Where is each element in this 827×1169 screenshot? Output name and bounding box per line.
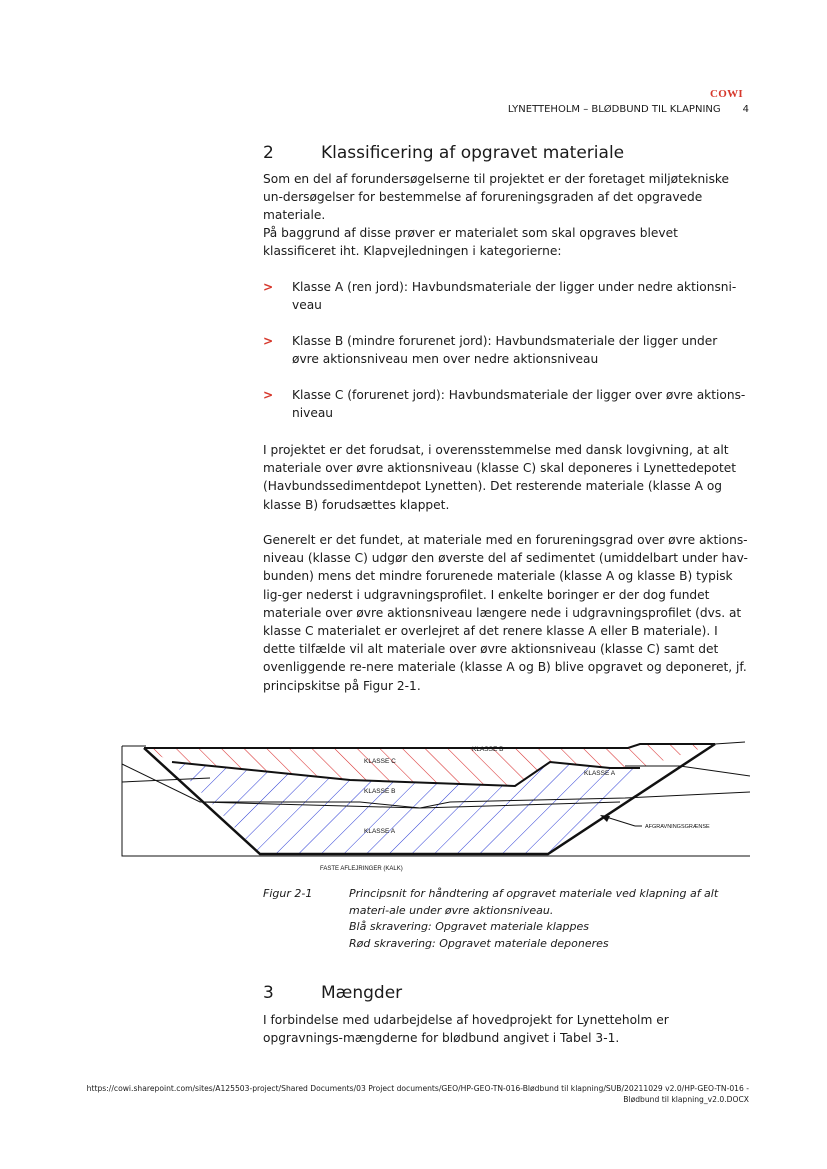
page-footer [60,1083,749,1105]
figure-2-1-cross-section [120,738,750,878]
paragraph-text: Som en del af forundersøgelserne til projektet er der foretaget miljøtekniske un-dersøgelser for bestemmelse af forureningsgraden af det opgravede materiale. [263,172,730,223]
paragraph-text: Generelt er det fundet, at materiale med en forureningsgrad over øvre aktions-niveau (klasse C) udgør den øverste del af sedimentet (umiddelbart under hav-bunden) mens det mindre forurenede materiale (klasse A og klasse B) typisk lig-ger nederst i udgravningsprofilet. I enkelte boringer er der dog fundet materiale over øvre aktionsniveau længere nede i udgravningsprofilet (dvs. at klasse C materialet er overlejret af det renere klasse A eller B materiale). I dette tilfælde vil alt materiale over øvre aktionsniveau (klasse C) samt det ovenliggende re-nere materiale (klasse A og B) blive opgravet og deponeret, jf. principskitse på Figur 2-1. [263,533,748,693]
caption-line: Principsnit for håndtering af opgravet materiale ved klapning af alt materi-ale under øvre aktionsniveau. [349,887,719,917]
section-2 [263,143,748,163]
caption-text [349,886,748,952]
label-klasse-a-bottom: KLASSE A [364,828,396,835]
section-title: Mængder [321,983,403,1003]
document-title: LYNETTEHOLM – BLØDBUND TIL KLAPNING [507,104,721,115]
section-number: 3 [263,983,274,1003]
chevron-right-icon: > [263,334,274,348]
section-3 [263,983,748,1003]
company-logo: COWI [710,88,743,100]
label-klasse-b-top: KLASSE B [472,746,504,753]
label-klasse-b-mid: KLASSE B [364,788,396,795]
chevron-right-icon: > [263,280,274,294]
label-klasse-a-right: KLASSE A [584,770,616,777]
cross-section-diagram [120,738,750,878]
label-faste-aflejringer: FASTE AFLEJRINGER (KALK) [320,866,403,872]
paragraph [263,170,748,225]
paragraph-text: I forbindelse med udarbejdelse af hovedprojekt for Lynetteholm er opgravnings-mængderne for blødbund angivet i Tabel 3-1. [263,1013,669,1046]
label-afgravningsgraense: AFGRAVNINGSGRÆNSE [645,824,710,830]
bullet-item [263,386,748,422]
paragraph-text: På baggrund af disse prøver er materialet som skal opgraves blevet klassificeret iht. Klapvejledningen i kategorierne: [263,226,678,259]
bullet-text: Klasse C (forurenet jord): Havbundsmateriale der ligger over øvre aktions-niveau [292,388,746,421]
bullet-text: Klasse B (mindre forurenet jord): Havbundsmateriale der ligger under øvre aktionsniveau men over nedre aktionsniveau [292,334,718,367]
paragraph [263,531,748,695]
caption-label: Figur 2-1 [263,887,313,900]
chevron-right-icon: > [263,388,274,402]
footer-filename: Blødbund til klapning_v2.0.DOCX [623,1095,749,1104]
figure-caption [263,886,748,952]
page-number: 4 [742,104,749,115]
paragraph [263,224,748,260]
caption-line: Rød skravering: Opgravet materiale deponeres [349,936,609,950]
paragraph [263,1011,748,1047]
paragraph [263,441,748,514]
footer-path-line: https://cowi.sharepoint.com/sites/A125503-project/Shared Documents/03 Project documents/GEO/HP-GEO-TN-016-Blødbund til klapning/SUB/20211029 v2.0/HP-GEO-TN-016 - [86,1084,749,1093]
bullet-item [263,332,748,368]
paragraph-text: I projektet er det forudsat, i overensstemmelse med dansk lovgivning, at alt materiale over øvre aktionsniveau (klasse C) skal deponeres i Lynettedepotet (Havbundssedimentdepot Lynetten). Det resterende materiale (klasse A og klasse B) forudsættes klappet. [263,443,737,512]
bullet-item [263,278,748,314]
section-2-heading [263,143,748,163]
right-layer-line [625,766,750,776]
section-number: 2 [263,143,274,163]
top-surface-line [144,744,715,748]
label-klasse-c: KLASSE C [364,758,396,765]
section-3-heading [263,983,748,1003]
running-header [400,104,749,115]
section-title: Klassificering af opgravet materiale [321,143,625,163]
caption-line: Blå skravering: Opgravet materiale klappes [349,920,589,933]
bullet-text: Klasse A (ren jord): Havbundsmateriale der ligger under nedre aktionsni-veau [292,280,737,313]
